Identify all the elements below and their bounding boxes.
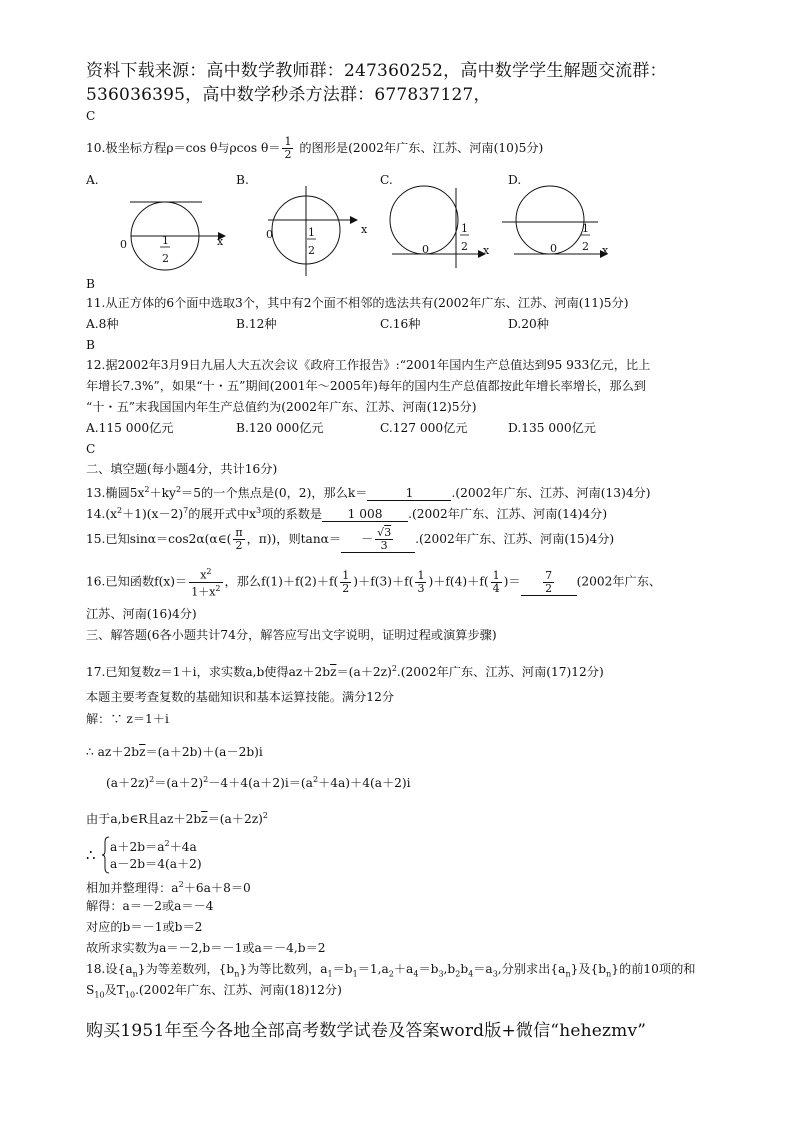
fraction: $\frac{7}{2}$ [545, 568, 553, 595]
q10-figure-b [262, 180, 382, 280]
footer-ad: 购买1951年至今各地全部高考数学试卷及答案word版+微信“hehezmv” [86, 1021, 647, 1041]
q10-option-c-label: C. [380, 173, 393, 187]
header-line-1: 资料下载来源：高中数学教师群：247360252，高中数学学生解题交流群： [86, 61, 667, 81]
q17-system-eq-2: a－2b＝4(a＋2) [110, 857, 202, 871]
section-2-heading: 二、填空题(每小题4分，共计16分) [86, 462, 278, 476]
q11-answer: B [86, 338, 95, 352]
q13-answer-blank: 1 [367, 486, 451, 501]
q17-step-2: $(a+2z)^2=(a+2)^2-4+4(a+2)i=(a^2+4a)+4(a+2)i$ [106, 775, 411, 791]
q17-stem: 17.已知复数z＝1＋i，求实数a,b使得$az+2b\overline{z}=(a+2z)^2.(2002$年广东、江苏、河南(17)12分) [86, 664, 604, 680]
fraction: $\frac{\pi}{2}$ [235, 526, 243, 552]
fraction: $\frac{√3}{3}$ [377, 526, 392, 552]
q18-line-1: 18.设$\{a_n\}$为等差数列，$\{b_n\}$为等比数列，$a_1=b_1=1,a_2+a_4=b_3,b_2b_4=a_3$,分别求出$\{a_n\}$及$\{b_n\}$的前10项的和 [86, 962, 696, 979]
header-line-2: 536036395，高中数学秒杀方法群：677837127， [86, 85, 491, 105]
svg-text:0: 0 [422, 243, 429, 256]
fraction: $\frac{1}{3}$ [417, 568, 425, 595]
q13: 13.椭圆$5x^2+ky^2=5$的一个焦点是(0，2)，那么k＝ 1 .(2002年广东、江苏、河南(13)4分) [86, 485, 651, 501]
q11-option-a: A.8种 [86, 317, 119, 331]
q17-solution-start: 解：∵ z＝1＋i [86, 712, 169, 726]
q10-option-d-label: D. [508, 173, 522, 187]
q10-option-b-label: B. [236, 173, 249, 187]
q10-figure-a [110, 192, 230, 272]
q18-line-2: $S_{10}$及$T_{10}.(2002$年广东、江苏、河南(18)12分) [86, 983, 342, 1000]
q12-option-c: C.127 000亿元 [380, 421, 468, 435]
fraction: $\frac{1}{2}$ [284, 135, 292, 161]
svg-text:1: 1 [582, 222, 589, 235]
q17-step-1: ∴ $az+2b\overline{z}=(a+2b)+(a-2b)i$ [86, 745, 263, 759]
q11-option-d: D.20种 [508, 317, 549, 331]
svg-text:2: 2 [162, 252, 169, 265]
svg-text:x: x [217, 235, 224, 248]
q12-option-b: B.120 000亿元 [236, 421, 324, 435]
q14-answer-blank: 1 008 [322, 507, 408, 522]
q17-therefore: ∴ [86, 846, 96, 864]
q17-step-3: 由于a,b∈R且$az+2b\overline{z}=(a+2z)^2$ [86, 811, 268, 827]
q12-option-d: D.135 000亿元 [508, 421, 596, 435]
system-brace [102, 836, 110, 874]
svg-text:1: 1 [308, 226, 315, 239]
q15-answer-blank: － $\frac{√3}{3}$ [341, 527, 415, 553]
q15: 15.已知sinα＝cos2α(α∈( $\frac{\pi}{2}$ ，π))，则tanα＝ － $\frac{√3}{3}$ .(2002年广东、江苏、河南(15)4分) [86, 526, 615, 552]
svg-text:1: 1 [162, 234, 169, 247]
section-3-heading: 三、解答题(6各小题共计74分，解答应写出文字说明，证明过程或演算步骤) [86, 628, 497, 642]
q12-line-3: “十・五”末我国国内年生产总值约为(2002年广东、江苏、河南(12)5分) [86, 400, 477, 414]
q17-step-4: 相加并整理得：$a^2+6a+8=0$ [86, 880, 251, 896]
fraction: $\frac{1}{2}$ [342, 568, 350, 595]
q11-option-c: C.16种 [380, 317, 421, 331]
q16-answer-blank [521, 570, 577, 596]
q12-line-1: 12.据2002年3月9日九届人大五次会议《政府工作报告》:“2001年国内生产总值达到95 933亿元，比上 [86, 358, 651, 372]
q11-option-b: B.12种 [236, 317, 277, 331]
q17-step-7: 故所求实数为a＝－2,b＝－1或a＝－4,b＝2 [86, 941, 326, 955]
q10-figure-c [386, 184, 496, 270]
svg-text:0: 0 [550, 242, 557, 255]
q14: $14.(x^2+1)(x-2)^7$的展开式中$x^3$项的系数是 1 008 .(2002年广东、江苏、河南(14)4分) [86, 506, 608, 522]
svg-text:x: x [361, 223, 368, 236]
svg-text:1: 1 [461, 222, 468, 235]
fraction: $\frac{1}{4}$ [492, 568, 500, 595]
q17-step-6: 对应的b＝－1或b＝2 [86, 920, 203, 934]
svg-text:2: 2 [308, 244, 315, 257]
q10-figure-d [494, 184, 614, 270]
q16-line-1: 16.已知函数f(x)＝ $\frac{x^2}{1+x^2}$ ，那么f(1)＋f(2)＋f( $\frac{1}{2}$ )＋f(3)＋f( $\frac{1}{3}$ )＋f(4)＋f( $\frac{1}{4}$ )＝ $\frac{7}{2}$ (2002年广东、 [86, 567, 662, 599]
q16-line-2: 江苏、河南(16)4分) [86, 607, 197, 621]
q10-answer: B [86, 277, 95, 291]
q17-intro: 本题主要考查复数的基础知识和基本运算技能。满分12分 [86, 690, 395, 704]
q17-step-5: 解得：a＝－2或a＝－4 [86, 899, 214, 913]
q9-answer: C [86, 109, 96, 123]
q12-line-2: 年增长7.3%”，如果“十・五”期间(2001年～2005年)每年的国内生产总值都按此年增长率增长，那么到 [86, 379, 646, 393]
q11-stem: 11.从正方体的6个面中选取3个，其中有2个面不相邻的选法共有(2002年广东、江苏、河南(11)5分) [86, 296, 629, 310]
q12-answer: C [86, 442, 96, 456]
q10-stem: 10.极坐标方程ρ＝cos θ与ρcos θ＝ $\frac{1}{2}$ 的图形是(2002年广东、江苏、河南(10)5分) [86, 135, 544, 161]
fraction: $\frac{x^2}{1+x^2}$ [191, 567, 221, 599]
svg-text:x: x [602, 244, 609, 257]
q12-option-a: A.115 000亿元 [86, 421, 174, 435]
svg-text:2: 2 [582, 240, 589, 253]
svg-text:0: 0 [120, 238, 127, 251]
q10-option-a-label: A. [86, 173, 99, 187]
q17-system-eq-1: $a+2b=a^2+4a$ [110, 839, 197, 855]
svg-text:2: 2 [461, 240, 468, 253]
svg-text:0: 0 [266, 228, 273, 241]
svg-text:x: x [483, 244, 490, 257]
